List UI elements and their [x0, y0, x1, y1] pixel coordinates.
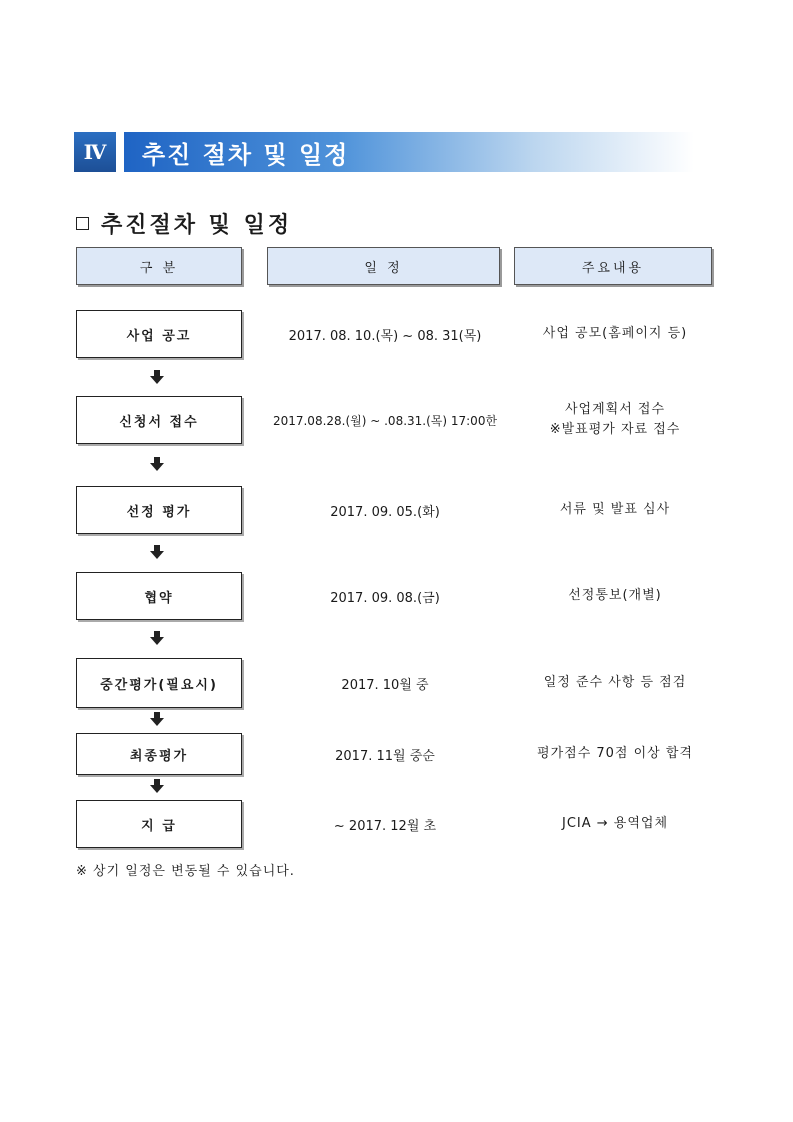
step-schedule: 2017.08.28.(월) ~ .08.31.(목) 17:00한 — [272, 413, 498, 428]
step-content — [510, 572, 720, 620]
step-content-line: 사업계획서 접수 — [564, 402, 666, 417]
step-content-line: ※발표평가 자료 접수 — [549, 422, 681, 437]
down-arrow-icon — [150, 457, 164, 471]
section-banner — [74, 132, 694, 172]
step-content-line: 일정 준수 사항 등 점검 — [543, 675, 687, 690]
section-number: Ⅳ — [74, 132, 116, 172]
step-box: 협약 — [76, 572, 242, 620]
header-category: 구 분 — [76, 247, 242, 285]
step-content — [510, 486, 720, 534]
step-content-line: 서류 및 발표 심사 — [559, 502, 671, 517]
step-schedule: 2017. 08. 10.(목) ~ 08. 31(목) — [288, 328, 482, 344]
header-schedule: 일 정 — [267, 247, 500, 285]
step-box: 최종평가 — [76, 733, 242, 775]
step-box: 지 급 — [76, 800, 242, 848]
step-schedule: ~ 2017. 12월 초 — [333, 818, 437, 834]
down-arrow-icon — [150, 370, 164, 384]
step-schedule: 2017. 10월 중 — [341, 677, 429, 693]
step-box: 사업 공고 — [76, 310, 242, 358]
step-box: 신청서 접수 — [76, 396, 242, 444]
down-arrow-icon — [150, 712, 164, 726]
step-content-line: 평가점수 70점 이상 합격 — [537, 746, 693, 761]
step-content-line: 사업 공모(홈페이지 등) — [542, 326, 688, 341]
step-content-line: JCIA → 용역업체 — [561, 816, 669, 831]
subsection-heading — [76, 208, 292, 239]
step-content — [510, 800, 720, 848]
footnote: ※ 상기 일정은 변동될 수 있습니다. — [76, 864, 295, 879]
step-box: 선정 평가 — [76, 486, 242, 534]
step-schedule: 2017. 09. 05.(화) — [330, 504, 440, 520]
down-arrow-icon — [150, 545, 164, 559]
step-content — [510, 310, 720, 358]
step-content — [510, 733, 720, 775]
subsection-title: 추진절차 및 일정 — [101, 213, 293, 238]
checkbox-icon — [76, 217, 89, 230]
step-content-line: 선정통보(개별) — [568, 588, 662, 603]
step-box: 중간평가(필요시) — [76, 658, 242, 708]
section-title: 추진 절차 및 일정 — [124, 132, 694, 172]
down-arrow-icon — [150, 779, 164, 793]
header-content: 주요내용 — [514, 247, 712, 285]
step-content — [510, 658, 720, 708]
step-schedule: 2017. 09. 08.(금) — [330, 590, 440, 606]
step-schedule: 2017. 11월 중순 — [335, 748, 435, 764]
down-arrow-icon — [150, 631, 164, 645]
step-content — [510, 396, 720, 444]
